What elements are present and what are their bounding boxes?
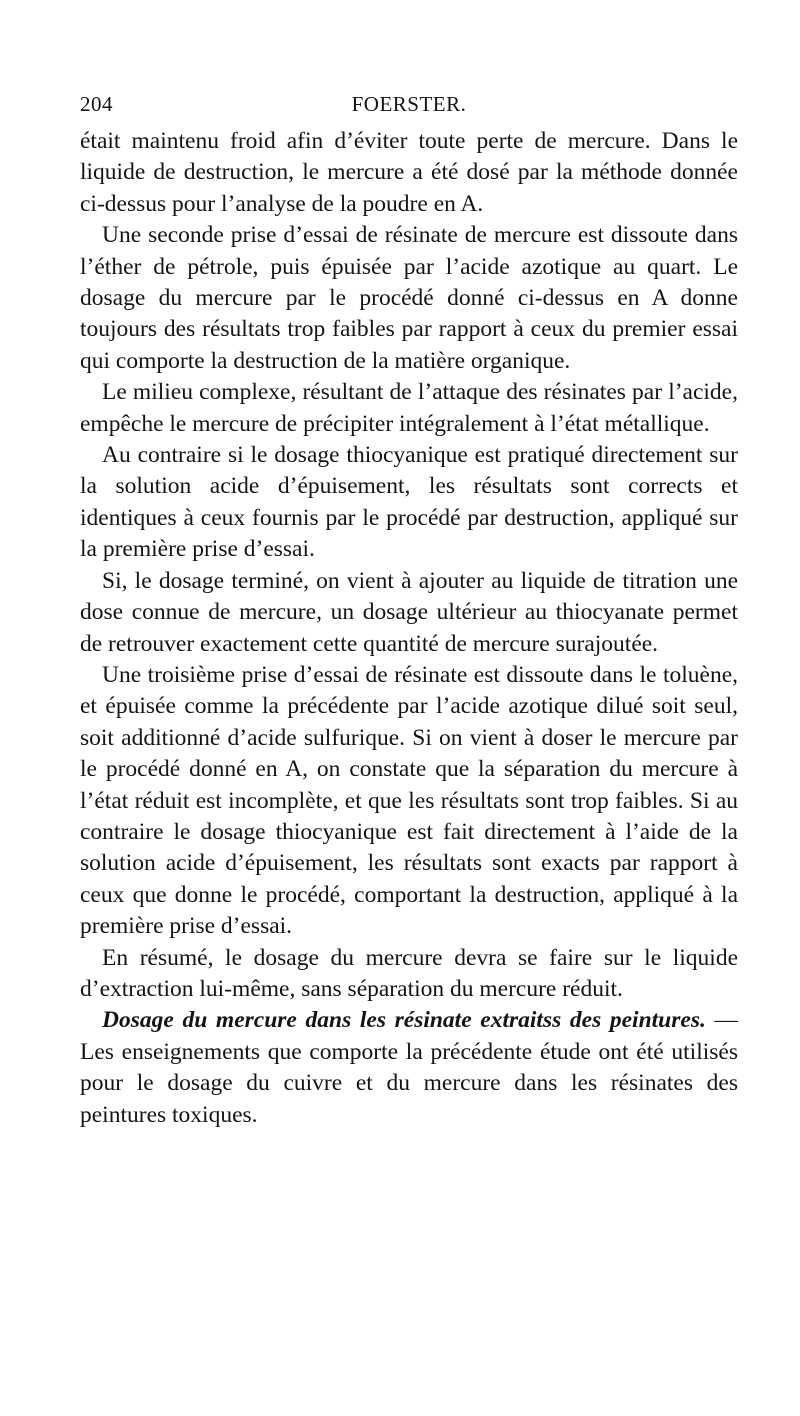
running-title: FOERSTER. xyxy=(351,92,467,116)
running-head xyxy=(80,92,738,126)
paragraph: En résumé, le dosage du mercure devra se faire sur le liquide d’extraction lui-même, sans séparation du mercure réduit. xyxy=(80,944,738,1002)
paragraph: Une seconde prise d’essai de résinate de mercure est dissoute dans l’éther de pétrole, puis épuisée par l’acide azotique au quart. Le dosage du mercure par le procédé donné ci-dessus en A donne toujours des résultats trop faibles par rapport à ceux du premier essai qui comporte la destruction de la matière organique. xyxy=(80,222,738,374)
paragraph: Au contraire si le dosage thiocyanique est pratiqué directement sur la solution acide d’épuisement, les résultats sont corrects et identiques à ceux fournis par le procédé par destruction, appliqué sur la première prise d’essai. xyxy=(80,442,738,563)
section-text: Les enseignements que comporte la précédente étude ont été utilisés pour le dosage du cuivre et du mercure dans les résinates des peintures toxiques. xyxy=(80,1038,738,1128)
paragraph: Une troisième prise d’essai de résinate est dissoute dans le toluène, et épuisée comme la précédente par l’acide azotique dilué soit seul, soit additionné d’acide sulfurique. Si on vient à doser le mercure par le procédé donné en A, on constate que la séparation du mercure à l’état réduit est incomplète, et que les résultats sont trop faibles. Si au contraire le dosage thiocyanique est fait directement à l’aide de la solution acide d’épuisement, les résultats sont exacts par rapport à ceux que donne le procédé, comportant la destruction, appliqué à la première prise d’essai. xyxy=(80,661,738,940)
section-dash: — xyxy=(705,1007,738,1034)
section-title: Dosage du mercure dans les résinate extraitss des peintures. xyxy=(102,1007,706,1034)
section-paragraph xyxy=(80,1005,738,1131)
paragraph-continuation: était maintenu froid afin d’éviter toute perte de mercure. Dans le liquide de destruction, le mercure a été dosé par la méthode donnée ci-dessus pour l’analyse de la poudre en A. xyxy=(80,128,738,217)
body-text xyxy=(80,126,738,1131)
paragraph: Si, le dosage terminé, on vient à ajouter au liquide de titration une dose connue de mercure, un dosage ultérieur au thiocyanate permet de retrouver exactement cette quantité de mercure surajoutée. xyxy=(80,567,738,657)
page-number: 204 xyxy=(80,92,113,116)
paragraph: Le milieu complexe, résultant de l’attaque des résinates par l’acide, empêche le mercure de précipiter intégralement à l’état métallique. xyxy=(80,379,738,437)
book-page xyxy=(80,92,738,1131)
